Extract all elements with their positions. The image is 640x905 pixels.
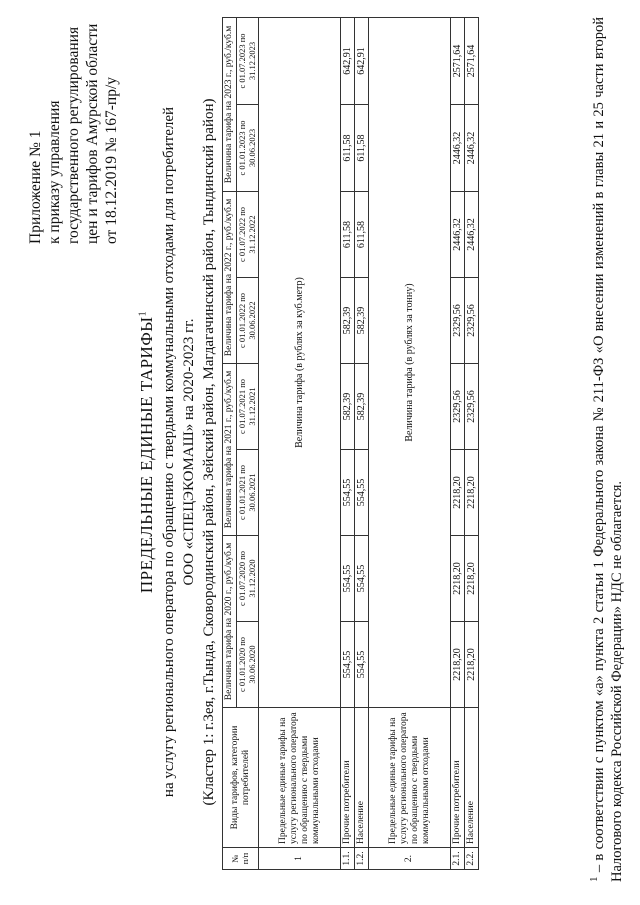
value-cell: 2329,56 (451, 278, 465, 364)
value-cell: 2218,20 (451, 536, 465, 622)
header-period: с 01.07.2020 по 31.12.2020 (237, 536, 259, 622)
value-cell: 2446,32 (451, 192, 465, 278)
row-label: Прочие потребители (451, 708, 465, 848)
value-cell: 554,55 (355, 450, 369, 536)
value-cell: 582,39 (341, 278, 355, 364)
document-subtitle: ООО «СПЕЦЭКОМАШ» на 2020-2023 гг. (181, 318, 197, 586)
unit-note: Величина тарифа (в рублях за тонну) (369, 18, 451, 708)
value-cell: 2218,20 (465, 450, 479, 536)
header-kind: Виды тарифов, категории потребителей (223, 708, 259, 848)
document-title (137, 12, 157, 892)
value-cell: 582,39 (341, 364, 355, 450)
header-num: № п/п (223, 848, 259, 870)
value-cell: 2571,64 (451, 18, 465, 105)
row-label: Население (465, 708, 479, 848)
annex-line: государственного регулирования (65, 26, 82, 244)
value-cell: 642,91 (341, 18, 355, 105)
value-cell: 2218,20 (465, 622, 479, 708)
rotated-document-sheet (2, 12, 630, 892)
value-cell: 611,58 (341, 105, 355, 192)
annex-line: Приложение № 1 (27, 130, 44, 244)
section-row (259, 18, 341, 870)
section-num: 2. (369, 848, 451, 870)
annex-line: от 18.12.2019 № 167-пр/у (103, 77, 120, 244)
value-cell: 554,55 (355, 536, 369, 622)
row-label: Прочие потребители (341, 708, 355, 848)
row-num: 1.1. (341, 848, 355, 870)
document-subtitle: на услугу регионального оператора по обращению с твердыми коммунальными отходами для потребителей (161, 106, 177, 798)
footnote-text: – в соответствии с пунктом «а» пункта 2 статьи 1 Федерального закона № 211-ФЗ «О внесении изменений в главы 21 и 25 части второй Налогового кодекса Российской Федерации» НДС не облагается. (590, 17, 625, 882)
header-year-2022: Величина тарифа на 2022 г., руб./куб.м (223, 192, 237, 364)
value-cell: 611,58 (341, 192, 355, 278)
tariff-table (222, 17, 479, 870)
value-cell: 582,39 (355, 364, 369, 450)
value-cell: 2218,20 (451, 622, 465, 708)
footnote (585, 17, 626, 882)
value-cell: 642,91 (355, 18, 369, 105)
footnote-mark: 1 (588, 876, 600, 882)
header-period: с 01.01.2022 по 30.06.2022 (237, 278, 259, 364)
header-period: с 01.07.2021 по 31.12.2021 (237, 364, 259, 450)
row-num: 2.1. (451, 848, 465, 870)
header-year-2023: Величина тарифа на 2023 г., руб./куб.м (223, 18, 237, 192)
table-row (465, 18, 479, 870)
value-cell: 2446,32 (465, 105, 479, 192)
value-cell: 2446,32 (451, 105, 465, 192)
value-cell: 2571,64 (465, 18, 479, 105)
value-cell: 611,58 (355, 105, 369, 192)
annex-line: цен и тарифов Амурской области (84, 23, 101, 244)
annex-header (26, 12, 121, 244)
value-cell: 2329,56 (451, 364, 465, 450)
table-header-row (223, 18, 237, 870)
row-num: 2.2. (465, 848, 479, 870)
section-num: 1 (259, 848, 341, 870)
value-cell: 554,55 (341, 622, 355, 708)
document-subtitle: (Кластер 1: г.Зея, г.Тында, Сковородинский район, Зейский район, Магдагачинский район, Тындинский район) (201, 98, 217, 806)
document-title-text: ПРЕДЕЛЬНЫЕ ЕДИНЫЕ ТАРИФЫ (137, 316, 156, 594)
table-row (451, 18, 465, 870)
header-period: с 01.07.2023 по 31.12.2023 (237, 18, 259, 105)
value-cell: 582,39 (355, 278, 369, 364)
row-num: 1.2. (355, 848, 369, 870)
header-year-2021: Величина тарифа на 2021 г., руб./куб.м (223, 364, 237, 536)
value-cell: 2329,56 (465, 278, 479, 364)
row-label: Население (355, 708, 369, 848)
header-period: с 01.07.2022 по 31.12.2022 (237, 192, 259, 278)
value-cell: 554,55 (341, 450, 355, 536)
table-row (355, 18, 369, 870)
value-cell: 554,55 (341, 536, 355, 622)
value-cell: 2218,20 (451, 450, 465, 536)
section-label: Предельные единые тарифы на услугу регионального оператора по обращению с твердыми коммунальными отходами (369, 708, 451, 848)
value-cell: 554,55 (355, 622, 369, 708)
title-footnote-mark: 1 (137, 310, 149, 317)
value-cell: 2329,56 (465, 364, 479, 450)
annex-line: к приказу управления (46, 100, 63, 244)
value-cell: 611,58 (355, 192, 369, 278)
header-period: с 01.01.2021 по 30.06.2021 (237, 450, 259, 536)
header-period: с 01.01.2023 по 30.06.2023 (237, 105, 259, 192)
header-year-2020: Величина тарифа на 2020 г., руб./куб.м (223, 536, 237, 708)
value-cell: 2446,32 (465, 192, 479, 278)
section-row (369, 18, 451, 870)
value-cell: 2218,20 (465, 536, 479, 622)
document-title-block (137, 12, 219, 892)
table-row (341, 18, 355, 870)
unit-note: Величина тарифа (в рублях за куб.метр) (259, 18, 341, 708)
header-period: с 01.01.2020 по 30.06.2020 (237, 622, 259, 708)
section-label: Предельные единые тарифы на услугу регионального оператора по обращению с твердыми коммунальными отходами (259, 708, 341, 848)
